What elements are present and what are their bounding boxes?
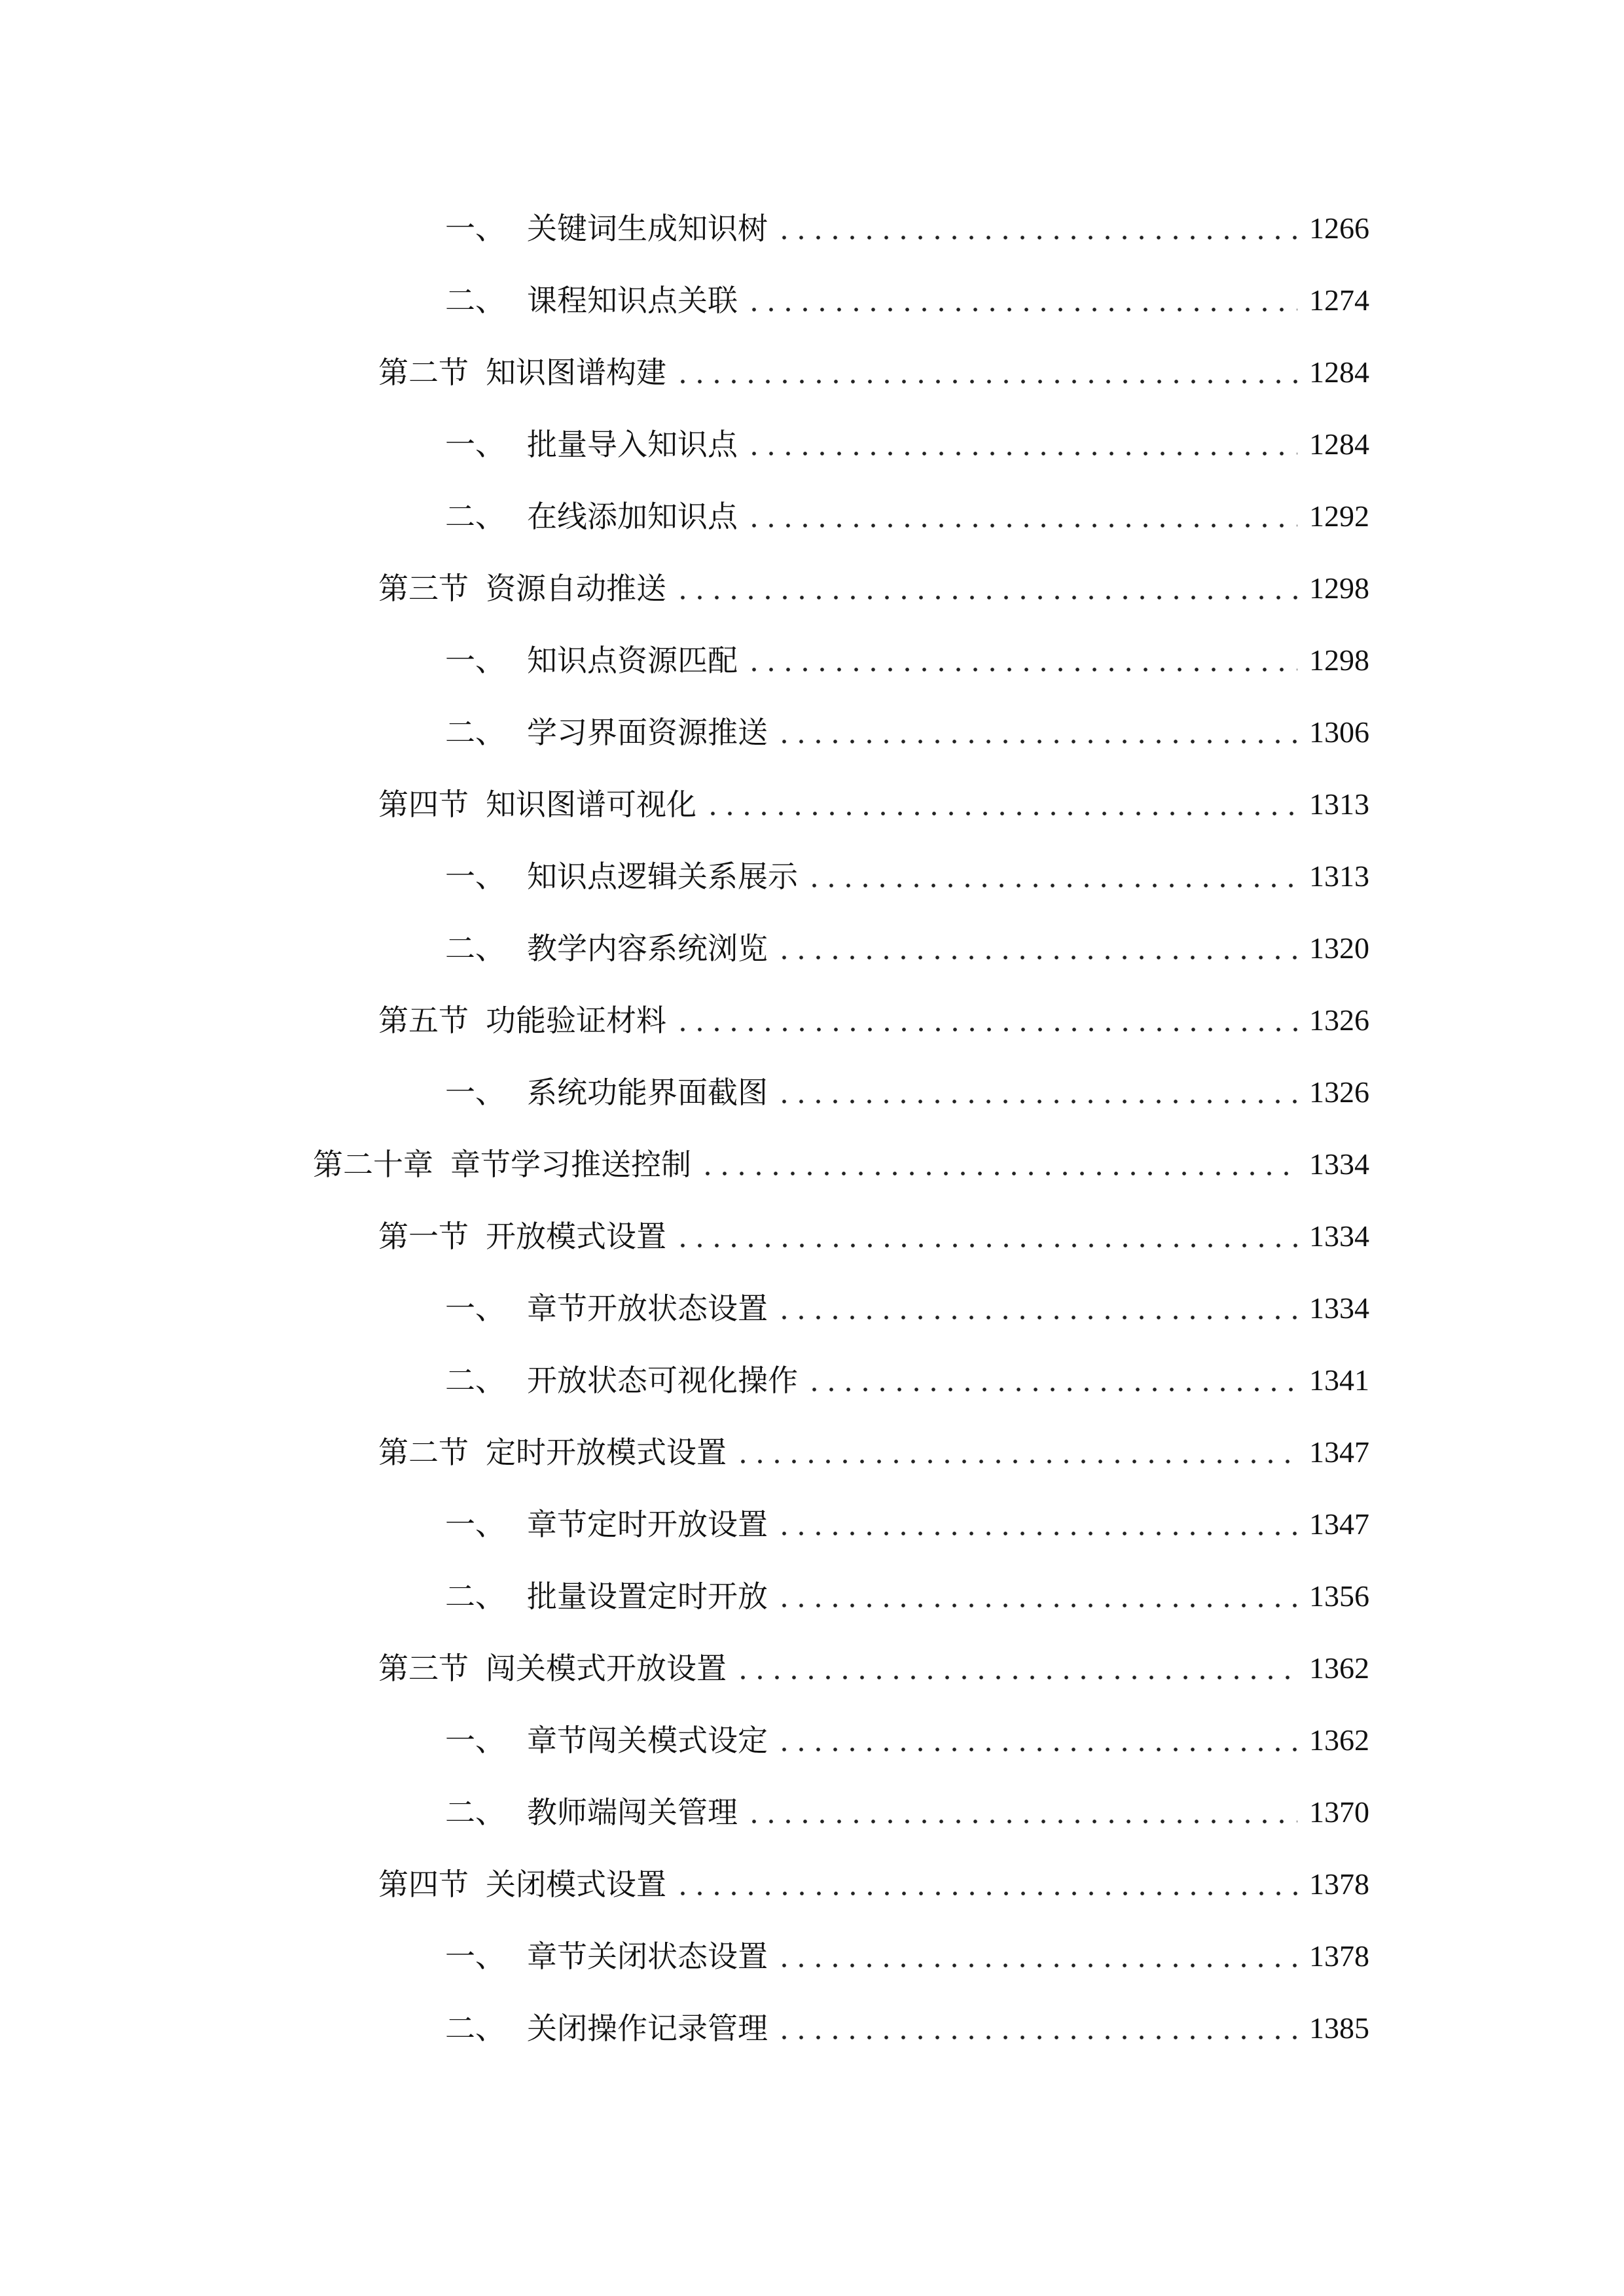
toc-entry-page: 1362 xyxy=(1309,1651,1369,1685)
dot-leader xyxy=(746,422,1297,467)
toc-entry-title: 章节闯关模式设定 xyxy=(527,1723,768,1758)
dot-leader xyxy=(806,853,1297,899)
dot-leader xyxy=(776,1933,1297,1979)
toc-entry-number: 二、 xyxy=(445,1363,505,1398)
toc-entry-title: 章节开放状态设置 xyxy=(527,1291,768,1326)
toc-entry[interactable] xyxy=(445,709,1369,755)
toc-entry[interactable] xyxy=(378,1645,1369,1691)
toc-entry-title: 章节定时开放设置 xyxy=(527,1507,768,1542)
toc-entry[interactable] xyxy=(445,278,1369,323)
toc-entry-number: 第二节 xyxy=(378,355,469,390)
toc-entry-number: 一、 xyxy=(445,859,505,894)
toc-entry-page: 1370 xyxy=(1309,1795,1369,1829)
dot-leader xyxy=(776,709,1297,755)
toc-entry-title: 课程知识点关联 xyxy=(527,283,738,318)
toc-entry-number: 一、 xyxy=(445,1939,505,1974)
toc-entry[interactable] xyxy=(378,565,1369,611)
toc-entry-page: 1326 xyxy=(1309,1003,1369,1037)
toc-entry-number: 二、 xyxy=(445,715,505,750)
toc-entry-title: 批量设置定时开放 xyxy=(527,1579,768,1614)
toc-entry-page: 1334 xyxy=(1309,1291,1369,1325)
dot-leader xyxy=(746,1789,1297,1835)
toc-entry[interactable] xyxy=(378,1861,1369,1907)
toc-entry-number: 一、 xyxy=(445,211,505,246)
toc-entry-title: 闯关模式开放设置 xyxy=(486,1651,727,1686)
toc-entry-title: 开放状态可视化操作 xyxy=(527,1363,798,1398)
toc-entry-page: 1378 xyxy=(1309,1867,1369,1901)
dot-leader xyxy=(704,781,1297,827)
toc-entry-page: 1298 xyxy=(1309,571,1369,605)
toc-entry[interactable] xyxy=(445,1789,1369,1835)
toc-entry-title: 学习界面资源推送 xyxy=(527,715,768,750)
toc-entry-title: 关键词生成知识树 xyxy=(527,211,768,246)
toc-entry-title: 批量导入知识点 xyxy=(527,427,738,462)
toc-entry-title: 教师端闯关管理 xyxy=(527,1795,738,1830)
dot-leader xyxy=(746,493,1297,539)
dot-leader xyxy=(746,278,1297,323)
toc-entry-number: 第一节 xyxy=(378,1219,469,1254)
dot-leader xyxy=(734,1429,1297,1475)
dot-leader xyxy=(674,1213,1297,1259)
toc-entry-number: 第三节 xyxy=(378,571,469,606)
toc-entry-title: 功能验证材料 xyxy=(486,1003,666,1038)
toc-entry[interactable] xyxy=(445,206,1369,251)
toc-entry[interactable] xyxy=(378,350,1369,395)
toc-entry-title: 系统功能界面截图 xyxy=(527,1075,768,1110)
toc-entry-page: 1378 xyxy=(1309,1939,1369,1973)
dot-leader xyxy=(746,637,1297,683)
toc-entry[interactable] xyxy=(378,781,1369,827)
toc-entry-page: 1298 xyxy=(1309,643,1369,677)
dot-leader xyxy=(674,565,1297,611)
toc-entry-number: 一、 xyxy=(445,1723,505,1758)
toc-entry-number: 第二十章 xyxy=(313,1147,433,1182)
toc-entry-page: 1313 xyxy=(1309,859,1369,893)
toc-entry-number: 一、 xyxy=(445,1291,505,1326)
toc-entry[interactable] xyxy=(445,1717,1369,1763)
dot-leader xyxy=(699,1141,1297,1187)
toc-entry[interactable] xyxy=(445,422,1369,467)
toc-entry-page: 1306 xyxy=(1309,715,1369,749)
toc-entry[interactable] xyxy=(445,1285,1369,1331)
dot-leader xyxy=(776,2005,1297,2051)
toc-entry-number: 一、 xyxy=(445,643,505,678)
toc-entry-page: 1320 xyxy=(1309,931,1369,965)
toc-entry-page: 1292 xyxy=(1309,499,1369,533)
toc-entry[interactable] xyxy=(313,1141,1369,1187)
toc-entry[interactable] xyxy=(445,1933,1369,1979)
toc-entry[interactable] xyxy=(445,637,1369,683)
toc-entry[interactable] xyxy=(445,493,1369,539)
toc-entry-page: 1266 xyxy=(1309,211,1369,245)
dot-leader xyxy=(674,1861,1297,1907)
toc-entry-page: 1284 xyxy=(1309,427,1369,461)
toc-entry-title: 章节学习推送控制 xyxy=(450,1147,691,1182)
toc-entry-title: 资源自动推送 xyxy=(486,571,666,606)
toc-entry[interactable] xyxy=(445,1069,1369,1115)
dot-leader xyxy=(806,1357,1297,1403)
dot-leader xyxy=(734,1645,1297,1691)
toc-entry-page: 1334 xyxy=(1309,1219,1369,1253)
toc-entry-page: 1284 xyxy=(1309,355,1369,389)
toc-entry-number: 第四节 xyxy=(378,1867,469,1902)
toc-entry-page: 1313 xyxy=(1309,787,1369,821)
toc-entry[interactable] xyxy=(378,1213,1369,1259)
toc-entry[interactable] xyxy=(445,2005,1369,2051)
toc-entry-page: 1385 xyxy=(1309,2011,1369,2045)
dot-leader xyxy=(776,1717,1297,1763)
dot-leader xyxy=(776,1501,1297,1547)
toc-entry[interactable] xyxy=(445,925,1369,971)
dot-leader xyxy=(776,1069,1297,1115)
dot-leader xyxy=(776,925,1297,971)
toc-entry-page: 1274 xyxy=(1309,283,1369,317)
toc-entry-title: 开放模式设置 xyxy=(486,1219,666,1254)
dot-leader xyxy=(776,1285,1297,1331)
toc-entry-number: 二、 xyxy=(445,499,505,534)
toc-entry[interactable] xyxy=(378,997,1369,1043)
toc-entry-number: 第三节 xyxy=(378,1651,469,1686)
toc-entry-title: 知识点逻辑关系展示 xyxy=(527,859,798,894)
toc-entry-title: 定时开放模式设置 xyxy=(486,1435,727,1470)
toc-entry-number: 二、 xyxy=(445,1579,505,1614)
toc-entry-page: 1334 xyxy=(1309,1147,1369,1181)
toc-entry[interactable] xyxy=(445,853,1369,899)
toc-entry-title: 关闭操作记录管理 xyxy=(527,2011,768,2046)
toc-entry-title: 知识图谱可视化 xyxy=(486,787,696,822)
toc-entry-page: 1347 xyxy=(1309,1507,1369,1541)
toc-entry-number: 第五节 xyxy=(378,1003,469,1038)
toc-entry[interactable] xyxy=(378,1429,1369,1475)
toc-entry-title: 在线添加知识点 xyxy=(527,499,738,534)
toc-entry-page: 1347 xyxy=(1309,1435,1369,1469)
toc-entry-number: 第二节 xyxy=(378,1435,469,1470)
dot-leader xyxy=(776,206,1297,251)
toc-entry-number: 一、 xyxy=(445,427,505,462)
toc-entry-number: 一、 xyxy=(445,1075,505,1110)
toc-entry-page: 1362 xyxy=(1309,1723,1369,1757)
toc-entry[interactable] xyxy=(445,1357,1369,1403)
toc-entry-number: 二、 xyxy=(445,283,505,318)
toc-entry[interactable] xyxy=(445,1573,1369,1619)
toc-entry-title: 关闭模式设置 xyxy=(486,1867,666,1902)
toc-entry-number: 二、 xyxy=(445,931,505,966)
toc-entry-page: 1326 xyxy=(1309,1075,1369,1109)
toc-entry-title: 知识点资源匹配 xyxy=(527,643,738,678)
toc-entry[interactable] xyxy=(445,1501,1369,1547)
toc-entry-number: 一、 xyxy=(445,1507,505,1542)
toc-entry-title: 知识图谱构建 xyxy=(486,355,666,390)
toc-entry-number: 第四节 xyxy=(378,787,469,822)
toc-entry-title: 章节关闭状态设置 xyxy=(527,1939,768,1974)
toc-entry-number: 二、 xyxy=(445,2011,505,2046)
dot-leader xyxy=(674,997,1297,1043)
dot-leader xyxy=(674,350,1297,395)
toc-entry-title: 教学内容系统浏览 xyxy=(527,931,768,966)
dot-leader xyxy=(776,1573,1297,1619)
toc-entry-page: 1341 xyxy=(1309,1363,1369,1397)
toc-entry-page: 1356 xyxy=(1309,1579,1369,1613)
toc-entry-number: 二、 xyxy=(445,1795,505,1830)
